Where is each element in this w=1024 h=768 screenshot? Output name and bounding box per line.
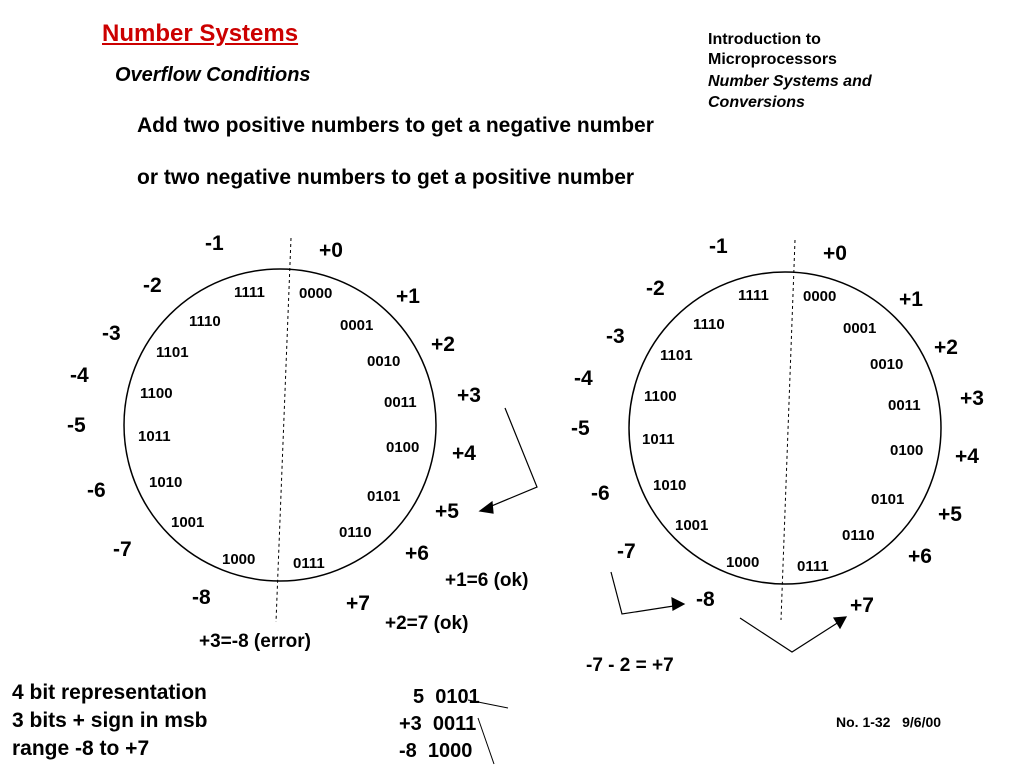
left-binary-label: 1010 xyxy=(149,474,183,491)
left-binary-label: 1100 xyxy=(140,385,173,402)
left-overflow-arrow xyxy=(480,408,537,513)
left-result-ok-1: +1=6 (ok) xyxy=(445,570,529,591)
addition-row-3: -8 1000 xyxy=(399,740,473,762)
course-name-line2: Microprocessors xyxy=(708,51,837,68)
right-binary-label: 0000 xyxy=(803,288,837,305)
course-name-line1: Introduction to xyxy=(708,31,821,48)
right-binary-label: 1010 xyxy=(653,477,687,494)
right-decimal-label: -5 xyxy=(571,417,590,440)
right-decimal-label: -8 xyxy=(696,588,715,611)
right-decimal-label: +6 xyxy=(908,545,932,568)
slide-subtitle: Overflow Conditions xyxy=(115,64,311,86)
right-number-wheel xyxy=(629,272,941,584)
left-decimal-label: -5 xyxy=(67,414,86,437)
left-decimal-label: -1 xyxy=(205,232,224,255)
left-decimal-label: +1 xyxy=(396,285,420,308)
topic-line1: Number Systems and xyxy=(708,73,872,90)
left-binary-label: 0101 xyxy=(367,488,401,505)
right-binary-label: 1011 xyxy=(642,431,675,448)
left-decimal-label: -6 xyxy=(87,479,106,502)
representation-line1: 4 bit representation xyxy=(12,681,207,704)
left-binary-label: 1101 xyxy=(156,344,189,361)
right-decimal-label: +1 xyxy=(899,288,923,311)
addition-row-2: +3 0011 xyxy=(399,713,477,735)
right-binary-label: 0010 xyxy=(870,356,904,373)
left-result-ok-2: +2=7 (ok) xyxy=(385,613,469,634)
right-binary-label: 1111 xyxy=(738,287,769,304)
statement-line2: or two negative numbers to get a positive number xyxy=(137,166,635,189)
right-overflow-arrow-1 xyxy=(611,572,684,614)
left-sign-divider xyxy=(276,238,291,622)
left-decimal-label: -8 xyxy=(192,586,211,609)
right-decimal-label: +3 xyxy=(960,387,984,410)
right-overflow-arrow-2 xyxy=(740,617,846,652)
left-result-error: +3=-8 (error) xyxy=(199,631,311,652)
right-binary-label: 0110 xyxy=(842,527,875,544)
representation-line3: range -8 to +7 xyxy=(12,737,150,760)
left-number-wheel xyxy=(124,269,436,581)
left-binary-label: 0011 xyxy=(384,394,417,411)
right-sign-divider xyxy=(781,240,795,620)
left-decimal-label: +5 xyxy=(435,500,459,523)
right-binary-label: 0100 xyxy=(890,442,924,459)
right-decimal-label: +0 xyxy=(823,242,847,265)
left-decimal-label: -3 xyxy=(102,322,121,345)
representation-line2: 3 bits + sign in msb xyxy=(12,709,208,732)
right-decimal-label: +5 xyxy=(938,503,962,526)
left-binary-label: 0111 xyxy=(293,555,325,572)
left-decimal-label: +7 xyxy=(346,592,370,615)
right-decimal-label: +4 xyxy=(955,445,979,468)
left-decimal-label: -2 xyxy=(143,274,162,297)
left-binary-label: 0010 xyxy=(367,353,401,370)
topic-line2: Conversions xyxy=(708,94,805,111)
right-decimal-label: -3 xyxy=(606,325,625,348)
addition-row-1: 5 0101 xyxy=(413,686,480,708)
slide-title: Number Systems xyxy=(102,20,299,47)
left-binary-label: 1111 xyxy=(234,284,265,301)
left-decimal-label: +4 xyxy=(452,442,476,465)
right-decimal-label: +7 xyxy=(850,594,874,617)
left-decimal-label: -7 xyxy=(113,538,132,561)
left-decimal-label: +0 xyxy=(319,239,343,262)
left-binary-label: 0001 xyxy=(340,317,374,334)
right-binary-label: 1101 xyxy=(660,347,693,364)
right-binary-label: 1100 xyxy=(644,388,677,405)
left-decimal-label: +3 xyxy=(457,384,481,407)
right-decimal-label: -1 xyxy=(709,235,728,258)
left-decimal-label: -4 xyxy=(70,364,89,387)
left-binary-label: 1000 xyxy=(222,551,256,568)
right-binary-label: 0111 xyxy=(797,558,829,575)
left-binary-label: 0110 xyxy=(339,524,372,541)
right-binary-label: 0001 xyxy=(843,320,877,337)
right-decimal-label: +2 xyxy=(934,336,958,359)
left-binary-label: 1001 xyxy=(171,514,205,531)
right-binary-label: 1110 xyxy=(693,316,725,333)
left-decimal-label: +6 xyxy=(405,542,429,565)
right-binary-label: 0101 xyxy=(871,491,905,508)
right-decimal-label: -2 xyxy=(646,277,665,300)
slide-number: No. 1-32 9/6/00 xyxy=(836,714,942,730)
statement-line1: Add two positive numbers to get a negative number xyxy=(137,114,654,137)
right-binary-label: 0011 xyxy=(888,397,921,414)
left-binary-label: 1011 xyxy=(138,428,171,445)
right-result: -7 - 2 = +7 xyxy=(586,655,674,676)
right-decimal-label: -6 xyxy=(591,482,610,505)
right-binary-label: 1001 xyxy=(675,517,709,534)
left-binary-label: 0000 xyxy=(299,285,333,302)
right-binary-label: 1000 xyxy=(726,554,760,571)
left-decimal-label: +2 xyxy=(431,333,455,356)
right-decimal-label: -4 xyxy=(574,367,593,390)
right-decimal-label: -7 xyxy=(617,540,636,563)
left-binary-label: 1110 xyxy=(189,313,221,330)
left-binary-label: 0100 xyxy=(386,439,420,456)
